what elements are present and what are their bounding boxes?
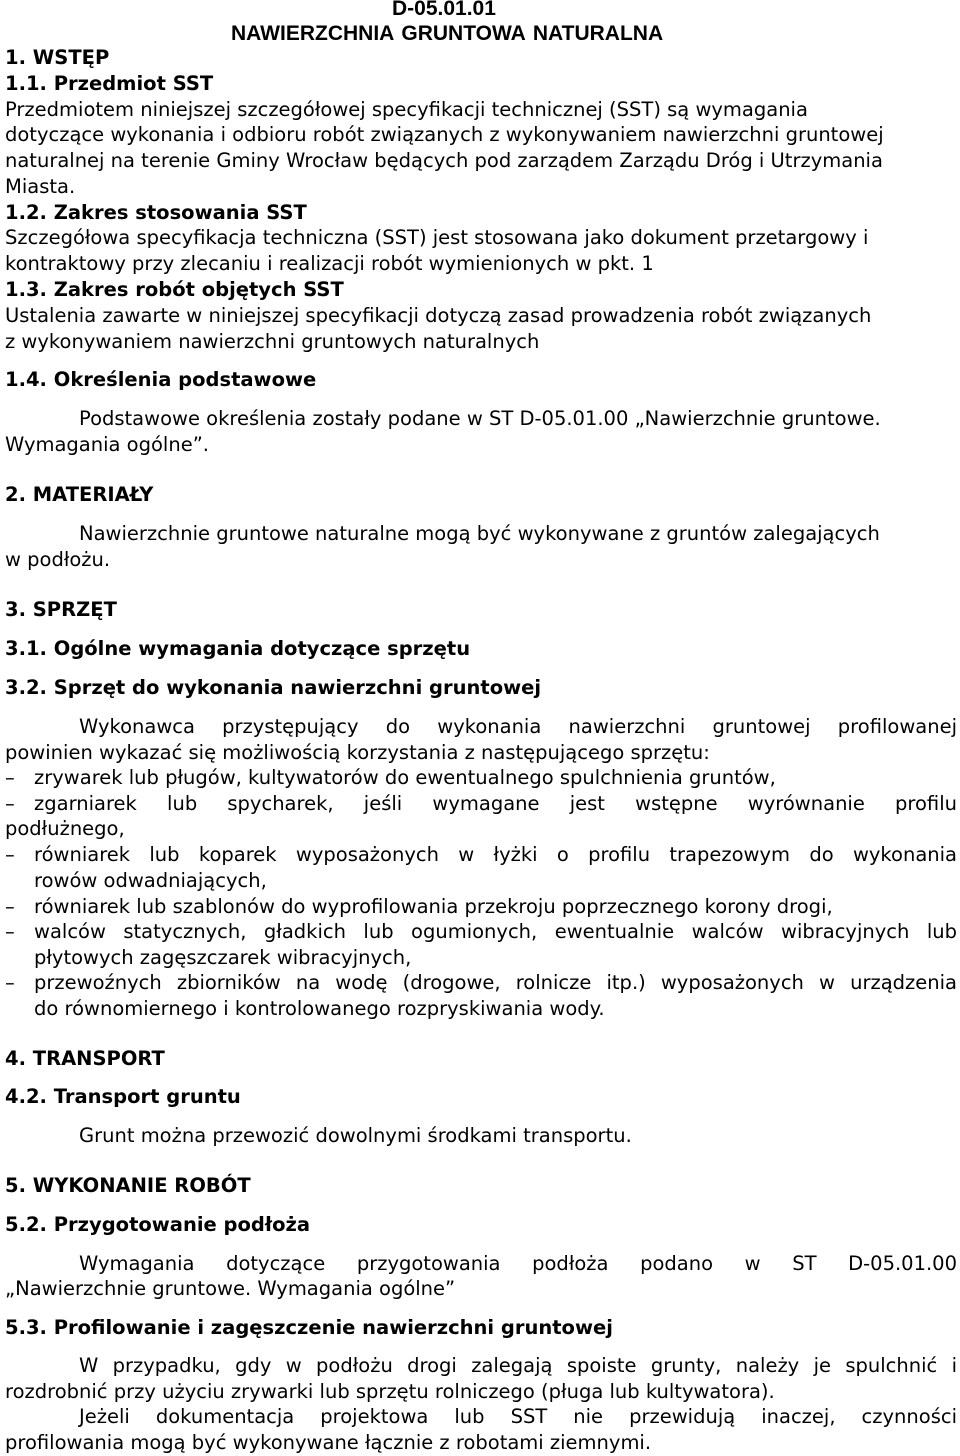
paragraph-line: Grunt można przewozić dowolnymi środkami transportu. xyxy=(79,1124,632,1147)
list-item-continuation: do równomiernego i kontrolowanego rozpryskiwania wody. xyxy=(34,997,605,1020)
paragraph-line: Nawierzchnie gruntowe naturalne mogą być wykonywane z gruntów zalegających xyxy=(79,522,880,545)
paragraph-line: profilowania mogą być wykonywane łącznie z robotami ziemnymi. xyxy=(5,1431,652,1454)
paragraph-line: kontraktowy przy zlecaniu i realizacji robót wymienionych w pkt. 1 xyxy=(5,252,654,275)
subsection-heading-1-4: 1.4. Określenia podstawowe xyxy=(5,368,317,391)
list-item: przewoźnych zbiorników na wodę (drogowe, rolnicze itp.) wyposażonych w urządzenia xyxy=(34,971,957,994)
list-item-continuation: płytowych zagęszczarek wibracyjnych, xyxy=(34,946,412,969)
list-dash: – xyxy=(5,792,15,815)
list-dash: – xyxy=(5,843,15,866)
paragraph-line: rozdrobnić przy użyciu zrywarki lub sprzętu rolniczego (pługa lub kultywatora). xyxy=(5,1380,775,1403)
paragraph-line: Przedmiotem niniejszej szczegółowej specyfikacji technicznej (SST) są wymagania xyxy=(5,98,808,121)
paragraph-line: powinien wykazać się możliwością korzystania z następującego sprzętu: xyxy=(5,741,710,764)
paragraph-line: Wykonawca przystępujący do wykonania nawierzchni gruntowej profilowanej xyxy=(79,715,957,738)
subsection-heading-3-2: 3.2. Sprzęt do wykonania nawierzchni gruntowej xyxy=(5,676,542,699)
section-heading-5: 5. WYKONANIE ROBÓT xyxy=(5,1174,251,1197)
paragraph-line: Wymagania dotyczące przygotowania podłoża podano w ST D-05.01.00 xyxy=(79,1252,957,1275)
list-item: równiarek lub szablonów do wyprofilowania przekroju poprzecznego korony drogi, xyxy=(34,895,833,918)
section-heading-2: 2. MATERIAŁY xyxy=(5,483,154,506)
paragraph-line: Jeżeli dokumentacja projektowa lub SST nie przewidują inaczej, czynności xyxy=(79,1405,957,1428)
list-item: zgarniarek lub spycharek, jeśli wymagane jest wstępne wyrównanie profilu xyxy=(34,792,957,815)
list-item: zrywarek lub pługów, kultywatorów do ewentualnego spulchnienia gruntów, xyxy=(34,766,776,789)
subsection-heading-1-1: 1.1. Przedmiot SST xyxy=(5,72,214,95)
list-item: walców statycznych, gładkich lub ogumionych, ewentualnie walców wibracyjnych lub xyxy=(34,920,957,943)
list-item-continuation: rowów odwadniających, xyxy=(34,869,267,892)
section-heading-3: 3. SPRZĘT xyxy=(5,598,117,621)
subsection-heading-4-2: 4.2. Transport gruntu xyxy=(5,1085,241,1108)
section-heading-4: 4. TRANSPORT xyxy=(5,1047,165,1070)
subsection-heading-3-1: 3.1. Ogólne wymagania dotyczące sprzętu xyxy=(5,637,471,660)
subsection-heading-1-3: 1.3. Zakres robót objętych SST xyxy=(5,278,344,301)
subsection-heading-1-2: 1.2. Zakres stosowania SST xyxy=(5,201,307,224)
list-dash: – xyxy=(5,895,15,918)
section-heading-1: 1. WSTĘP xyxy=(5,46,110,69)
list-item: równiarek lub koparek wyposażonych w łyżki o profilu trapezowym do wykonania xyxy=(34,843,957,866)
paragraph-line: Ustalenia zawarte w niniejszej specyfikacji dotyczą zasad prowadzenia robót związanych xyxy=(5,304,872,327)
paragraph-line: W przypadku, gdy w podłożu drogi zalegają spoiste grunty, należy je spulchnić i xyxy=(79,1354,957,1377)
paragraph-line: Miasta. xyxy=(5,175,76,198)
list-dash: – xyxy=(5,920,15,943)
paragraph-line: Wymagania ogólne”. xyxy=(5,433,209,456)
list-dash: – xyxy=(5,766,15,789)
paragraph-line: „Nawierzchnie gruntowe. Wymagania ogólne” xyxy=(5,1277,456,1300)
paragraph-line: naturalnej na terenie Gminy Wrocław będących pod zarządem Zarządu Dróg i Utrzymania xyxy=(5,149,883,172)
paragraph-line: Szczegółowa specyfikacja techniczna (SST) jest stosowana jako dokument przetargowy i xyxy=(5,226,869,249)
document-title: NAWIERZCHNIA GRUNTOWA NATURALNA xyxy=(231,22,664,45)
paragraph-line: z wykonywaniem nawierzchni gruntowych naturalnych xyxy=(5,330,540,353)
subsection-heading-5-3: 5.3. Profilowanie i zagęszczenie nawierzchni gruntowej xyxy=(5,1316,613,1339)
paragraph-line: Podstawowe określenia zostały podane w ST D-05.01.00 „Nawierzchnie gruntowe. xyxy=(79,407,881,430)
list-dash: – xyxy=(5,971,15,994)
paragraph-line: dotyczące wykonania i odbioru robót związanych z wykonywaniem nawierzchni gruntowej xyxy=(5,123,884,146)
list-item-continuation: podłużnego, xyxy=(5,817,125,840)
subsection-heading-5-2: 5.2. Przygotowanie podłoża xyxy=(5,1213,310,1236)
paragraph-line: w podłożu. xyxy=(5,548,111,571)
document-code: D-05.01.01 xyxy=(392,0,496,20)
